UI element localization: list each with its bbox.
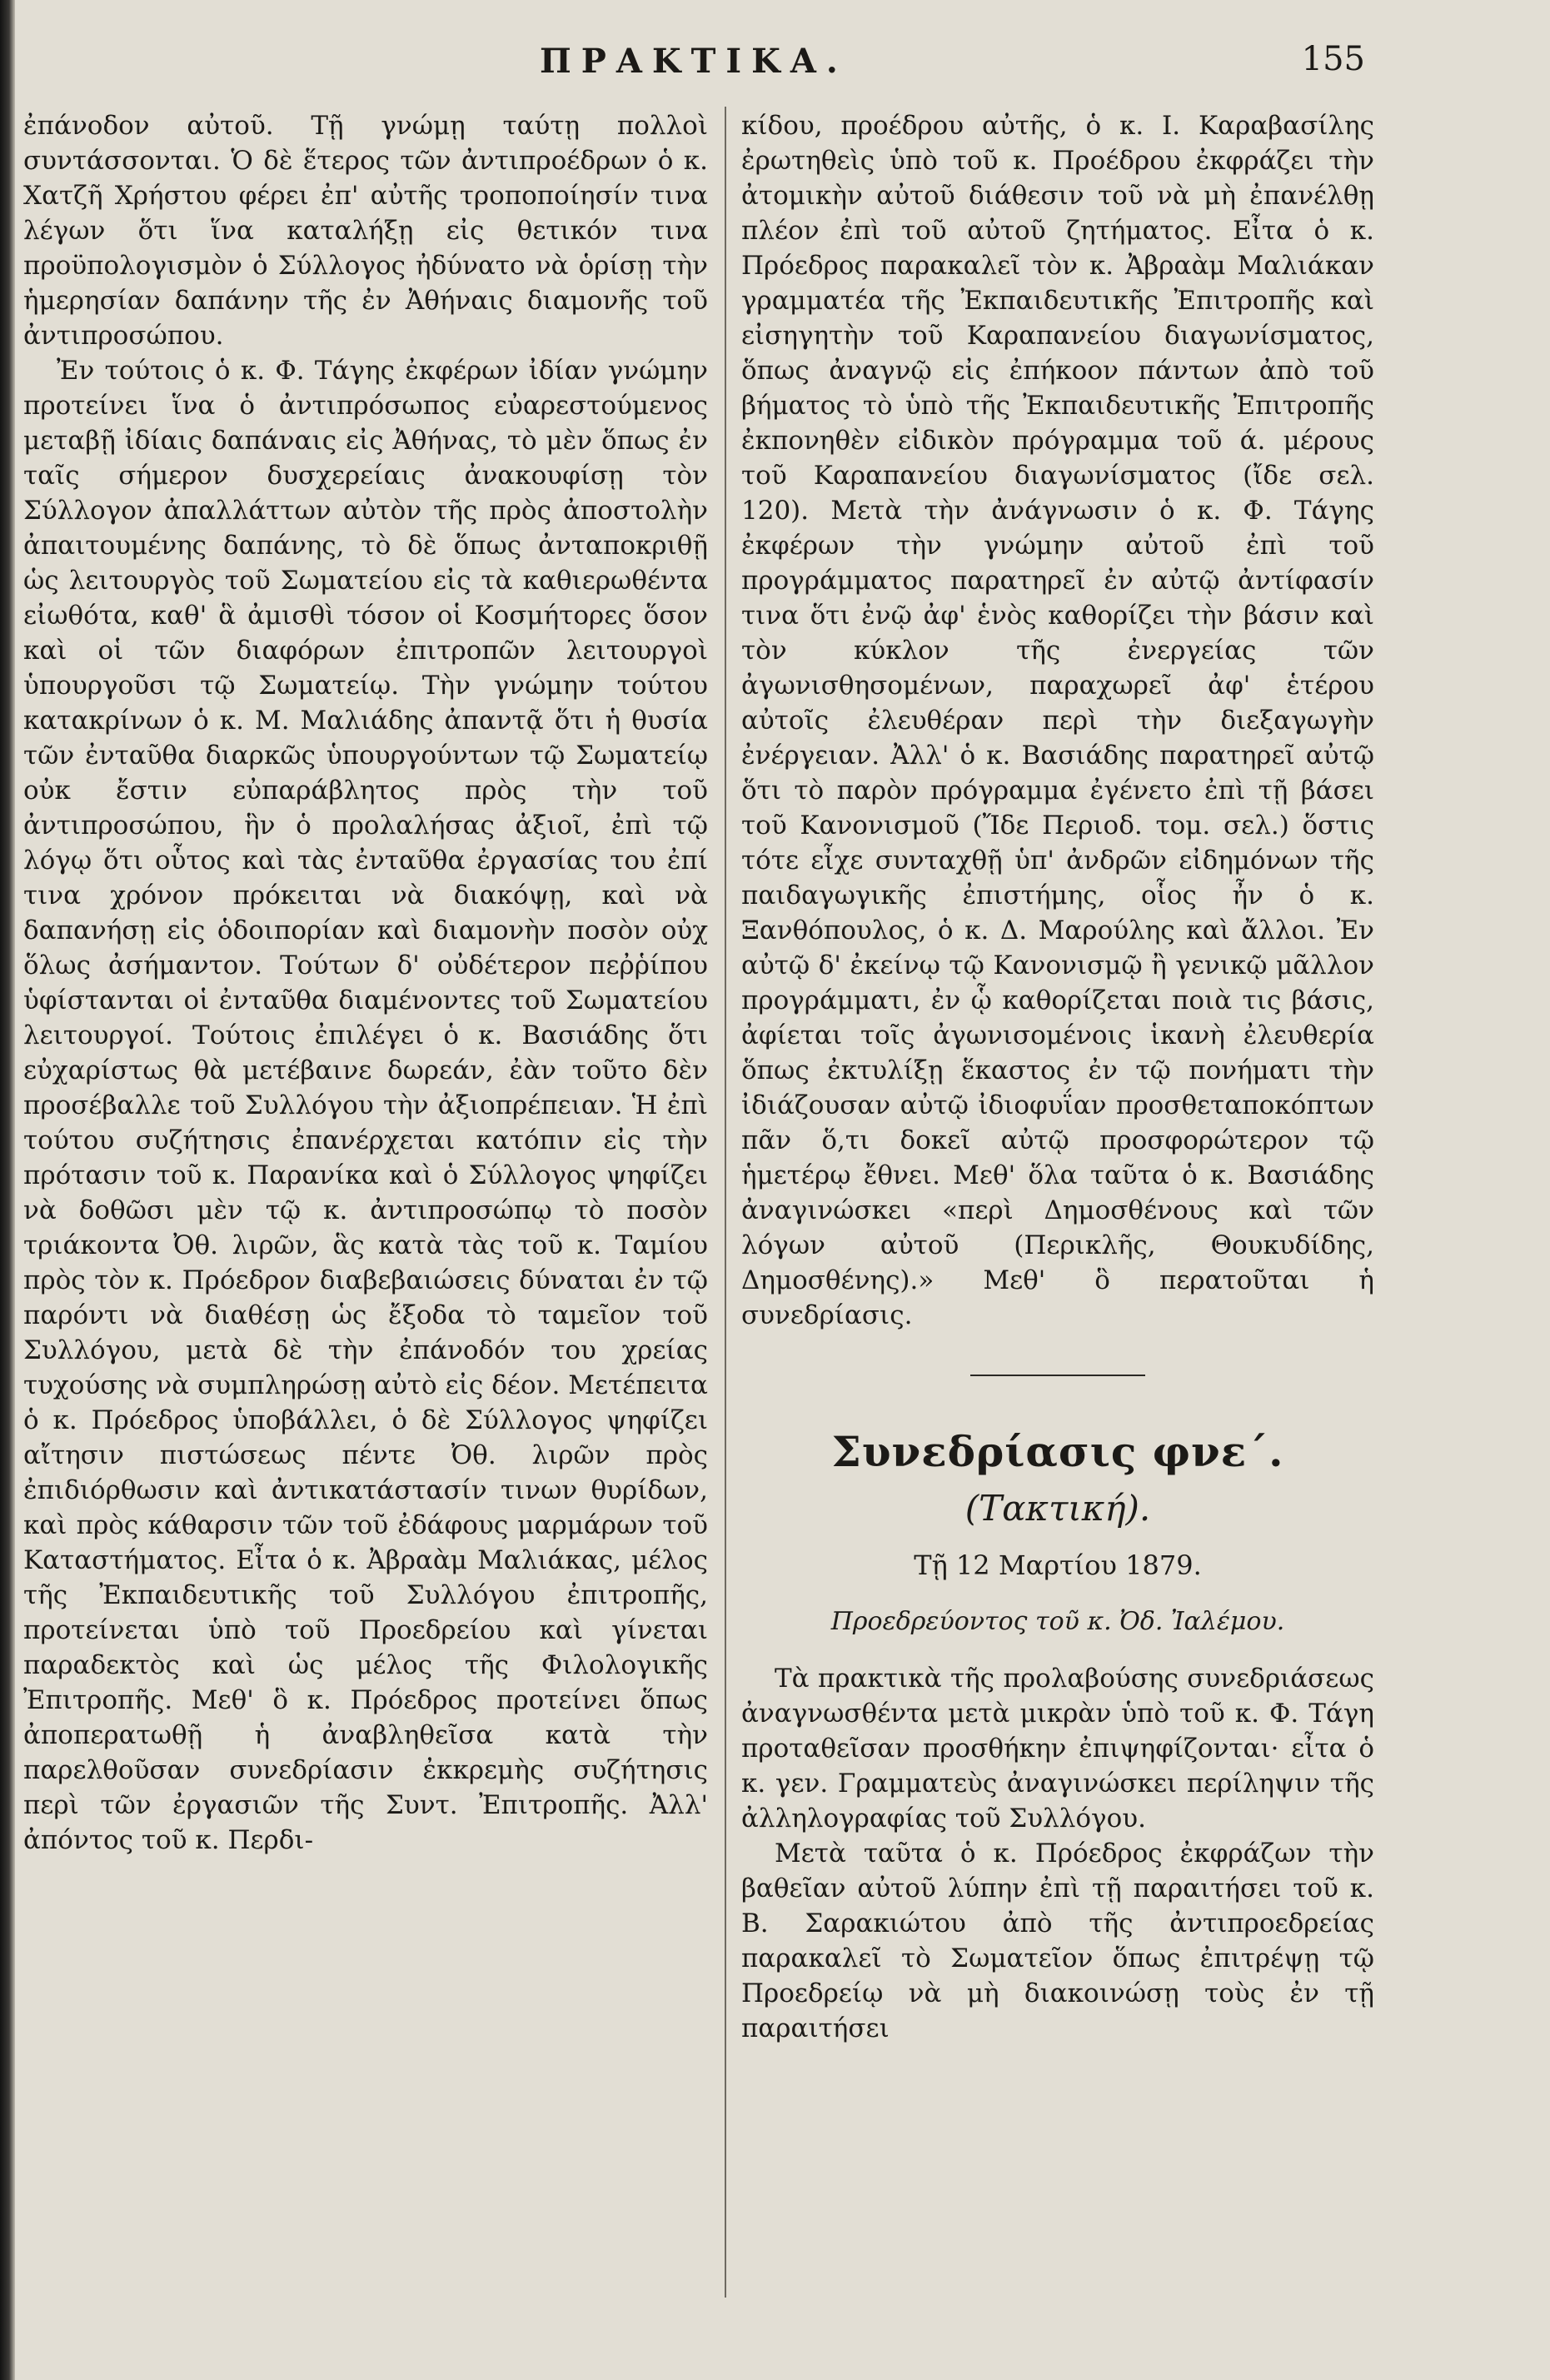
left-column xyxy=(23,108,708,1858)
page-binding-shadow xyxy=(0,0,15,2380)
column-divider xyxy=(725,107,726,2298)
running-head: ΠΡΑΚΤΙΚΑ. xyxy=(540,42,848,81)
session-type: (Τακτική). xyxy=(964,1488,1151,1529)
right-paragraph-2: Μετὰ ταῦτα ὁ κ. Πρόεδρος ἐκφράζων τὴν βαθεῖαν αὐτοῦ λύπην ἐπὶ τῇ παραιτήσει τοῦ κ. Β. Σαρακιώτου ἀπὸ τῆς ἀντιπροεδρείας παρακαλεῖ τὸ Σωματεῖον ὅπως ἐπιτρέψῃ τῷ Προεδρείῳ νὰ μὴ διακοινώσῃ τοὺς ἐν τῇ παραιτήσει xyxy=(741,1839,1374,2043)
right-paragraph-1: Τὰ πρακτικὰ τῆς προλαβούσης συνεδριάσεως ἀναγνωσθέντα μετὰ μικρὰν ὑπὸ τοῦ κ. Φ. Τάγη προταθεῖσαν προσθήκην ἐπιψηφίζονται· εἶτα ὁ κ. γεν. Γραμματεὺς ἀναγινώσκει περίληψιν τῆς ἀλληλογραφίας τοῦ Συλλόγου. xyxy=(741,1664,1374,1834)
page-header xyxy=(15,37,1550,95)
left-paragraph-2: Ἐν τούτοις ὁ κ. Φ. Τάγης ἐκφέρων ἰδίαν γνώμην προτείνει ἵνα ὁ ἀντιπρόσωπος εὐαρεστούμενος μεταβῇ ἰδίαις δαπάναις εἰς Ἀθήνας, τὸ μὲν ὅπως ἐν ταῖς σήμερον δυσχερείαις ἀνακουφίσῃ τὸν Σύλλογον ἀπαλλάττων αὐτὸν τῆς πρὸς ἀποστολὴν ἀπαιτουμένης δαπάνης, τὸ δὲ ὅπως ἀνταποκριθῇ ὡς λειτουργὸς τοῦ Σωματείου εἰς τὰ καθιερωθέντα εἰωθότα, καθ' ἃ ἀμισθὶ τόσον οἱ Κοσμήτορες ὅσον καὶ οἱ τῶν διαφόρων ἐπιτροπῶν λειτουργοὶ ὑπουργοῦσι τῷ Σωματείῳ. Τὴν γνώμην τούτου κατακρίνων ὁ κ. Μ. Μαλιάδης ἀπαντᾷ ὅτι ἡ θυσία τῶν ἐνταῦθα διαρκῶς ὑπουργούντων τῷ Σωματείῳ οὐκ ἔστιν εὐπαράβλητος πρὸς τὴν τοῦ ἀντιπροσώπου, ἣν ὁ προλαλήσας ἀξιοῖ, ἐπὶ τῷ λόγῳ ὅτι οὗτος καὶ τὰς ἐνταῦθα ἐργασίας του ἐπί τινα χρόνον πρόκειται νὰ διακόψῃ, καὶ νὰ δαπανήσῃ εἰς ὁδοιπορίαν καὶ διαμονὴν ποσὸν οὐχ ὅλως ἀσήμαντον. Τούτων δ' οὐδέτερον πεῤῥίπου ὑφίστανται οἱ ἐνταῦθα διαμένοντες τοῦ Σωματείου λειτουργοί. Τούτοις ἐπιλέγει ὁ κ. Βασιάδης ὅτι εὐχαρίστως θὰ μετέβαινε δωρεάν, ἐὰν τοῦτο δὲν προσέβαλλε τοῦ Συλλόγου τὴν ἀξιοπρέπειαν. Ἡ ἐπὶ τούτου συζήτησις ἐπανέρχεται κατόπιν εἰς τὴν πρότασιν τοῦ κ. Παρανίκα καὶ ὁ Σύλλογος ψηφίζει νὰ δοθῶσι μὲν τῷ κ. ἀντιπροσώπῳ τὸ ποσὸν τριάκοντα Ὀθ. λιρῶν, ἃς κατὰ τὰς τοῦ κ. Ταμίου πρὸς τὸν κ. Πρόεδρον διαβεβαιώσεις δύναται ἐν τῷ παρόντι νὰ διαθέσῃ ὡς ἔξοδα τὸ ταμεῖον τοῦ Συλλόγου, μετὰ δὲ τὴν ἐπάνοδόν του χρείας τυχούσης νὰ συμπληρώσῃ αὐτὸ εἰς δέον. Μετέπειτα ὁ κ. Πρόεδρος ὑποβάλλει, ὁ δὲ Σύλλογος ψηφίζει αἴτησιν πιστώσεως πέντε Ὀθ. λιρῶν πρὸς ἐπιδιόρθωσιν καὶ ἀντικατάστασίν τινων θυρίδων, καὶ πρὸς κάθαρσιν τῶν τοῦ ἐδάφους μαρμάρων τοῦ Καταστήματος. Εἶτα ὁ κ. Ἀβραὰμ Μαλιάκας, μέλος τῆς Ἐκπαιδευτικῆς τοῦ Συλλόγου ἐπιτροπῆς, προτείνεται ὑπὸ τοῦ Προεδρείου καὶ γίνεται παραδεκτὸς καὶ ὡς μέλος τῆς Φιλολογικῆς Ἐπιτροπῆς. Μεθ' ὃ κ. Πρόεδρος προτείνει ὅπως ἀποπερατωθῇ ἡ ἀναβληθεῖσα κατὰ τὴν παρελθοῦσαν συνεδρίασιν ἐκκρεμὴς συζήτησις περὶ τῶν ἐργασιῶν τῆς Συντ. Ἐπιτροπῆς. Ἀλλ' ἀπόντος τοῦ κ. Περδι- xyxy=(23,356,708,1855)
right-continuation-paragraph: κίδου, προέδρου αὐτῆς, ὁ κ. Ι. Καραβασίλης ἐρωτηθεὶς ὑπὸ τοῦ κ. Προέδρου ἐκφράζει τὴν ἀτομικὴν αὐτοῦ διάθεσιν τοῦ νὰ μὴ ἐπανέλθῃ πλέον ἐπὶ τοῦ αὐτοῦ ζητήματος. Εἶτα ὁ κ. Πρόεδρος παρακαλεῖ τὸν κ. Ἀβραὰμ Μαλιάκαν γραμματέα τῆς Ἐκπαιδευτικῆς Ἐπιτροπῆς καὶ εἰσηγητὴν τοῦ Καραπανείου διαγωνίσματος, ὅπως ἀναγνῷ εἰς ἐπήκοον πάντων ἀπὸ τοῦ βήματος τὸ ὑπὸ τῆς Ἐκπαιδευτικῆς Ἐπιτροπῆς ἐκπονηθὲν εἰδικὸν πρόγραμμα τοῦ ά. μέρους τοῦ Καραπανείου διαγωνίσματος (ἴδε σελ. 120). Μετὰ τὴν ἀνάγνωσιν ὁ κ. Φ. Τάγης ἐκφέρων τὴν γνώμην αὐτοῦ ἐπὶ τοῦ προγράμματος παρατηρεῖ ἐν αὐτῷ ἀντίφασίν τινα ὅτι ἐνῷ ἀφ' ἑνὸς καθορίζει τὴν βάσιν καὶ τὸν κύκλον τῆς ἐνεργείας τῶν ἀγωνισθησομένων, παραχωρεῖ ἀφ' ἑτέρου αὐτοῖς ἐλευθέραν περὶ τὴν διεξαγωγὴν ἐνέργειαν. Ἀλλ' ὁ κ. Βασιάδης παρατηρεῖ αὐτῷ ὅτι τὸ παρὸν πρόγραμμα ἐγένετο ἐπὶ τῇ βάσει τοῦ Κανονισμοῦ (Ἴδε Περιοδ. τομ. σελ.) ὅστις τότε εἶχε συνταχθῇ ὑπ' ἀνδρῶν εἰδημόνων τῆς παιδαγωγικῆς ἐπιστήμης, οἷος ἦν ὁ κ. Ξανθόπουλος, ὁ κ. Δ. Μαρούλης καὶ ἄλλοι. Ἐν αὐτῷ δ' ἐκείνῳ τῷ Κανονισμῷ ἢ γενικῷ μᾶλλον προγράμματι, ἐν ᾧ καθορίζεται ποιὰ τις βάσις, ἀφίεται τοῖς ἀγωνισομένοις ἱκανὴ ἐλευθερία ὅπως ἐκτυλίξῃ ἕκαστος ἐν τῷ πονήματι τὴν ἰδιάζουσαν αὐτῷ ἰδιοφυΐαν προσθεταποκόπτων πᾶν ὅ,τι δοκεῖ αὐτῷ προσφορώτερον τῷ ἡμετέρῳ ἔθνει. Μεθ' ὅλα ταῦτα ὁ κ. Βασιάδης ἀναγινώσκει «περὶ Δημοσθένους καὶ τῶν λόγων αὐτοῦ (Περικλῆς, Θουκυδίδης, Δημοσθένης).» Μεθ' ὃ περατοῦται ἡ συνεδρίασις. xyxy=(741,111,1374,1330)
session-president: Προεδρεύοντος τοῦ κ. Ὀδ. Ἰαλέμου. xyxy=(830,1607,1285,1636)
session-title: Συνεδρίασις φνε΄. xyxy=(831,1427,1284,1476)
left-paragraph-1: ἐπάνοδον αὐτοῦ. Τῇ γνώμῃ ταύτῃ πολλοὶ συντάσσονται. Ὁ δὲ ἕτερος τῶν ἀντιπροέδρων ὁ κ. Χατζῆ Χρήστου φέρει ἐπ' αὐτῆς τροποποίησίν τινα λέγων ὅτι ἵνα καταλήξῃ εἰς θετικόν τινα προϋπολογισμὸν ὁ Σύλλογος ἠδύνατο νὰ ὁρίσῃ τὴν ἡμερησίαν δαπάνην τῆς ἐν Ἀθήναις διαμονῆς τοῦ ἀντιπροσώπου. xyxy=(23,111,708,351)
right-column xyxy=(741,108,1374,2046)
document-page xyxy=(15,0,1550,2380)
session-date: Τῇ 12 Μαρτίου 1879. xyxy=(914,1549,1202,1581)
page-number: 155 xyxy=(1301,40,1365,78)
section-separator xyxy=(970,1375,1145,1376)
